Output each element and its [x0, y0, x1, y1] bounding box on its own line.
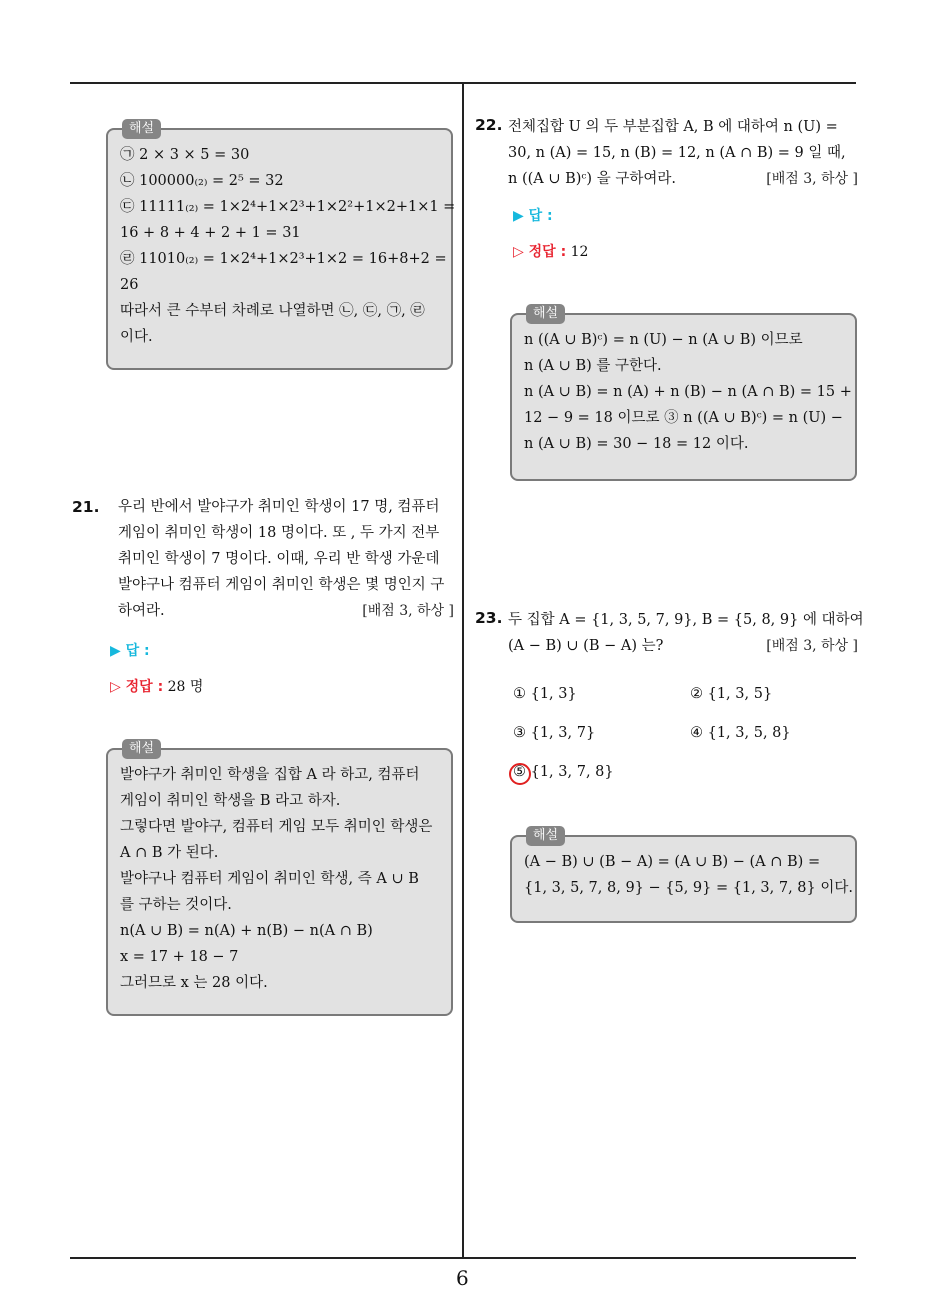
- q21-explanation-line: 게임이 취미인 학생을 B 라고 하자.: [120, 793, 341, 809]
- q22-answer-field[interactable]: ▶ 답 :: [513, 208, 553, 224]
- q21-score: [배점 3, 하상 ]: [362, 603, 454, 619]
- q20-explanation-line: ㉡ 100000₍₂₎ = 2⁵ = 32: [120, 173, 284, 189]
- page-number: 6: [456, 1266, 469, 1290]
- q22-correct: [513, 241, 588, 261]
- q22-question-line: 전체집합 U 의 두 부분집합 A, B 에 대하여 n (U) =: [508, 119, 838, 135]
- q23-choice-1[interactable]: ① {1, 3}: [513, 686, 577, 702]
- correct-label: ▷ 정답 :: [513, 244, 567, 260]
- q21-correct-value: 28 명: [167, 679, 204, 695]
- explanation-tag: 해설: [526, 826, 565, 846]
- q21-explanation-box: [106, 741, 453, 1016]
- q21-explanation-line: 그렇다면 발야구, 컴퓨터 게임 모두 취미인 학생은: [120, 819, 433, 835]
- q23-number: 23.: [475, 609, 503, 627]
- q23-choice-4[interactable]: ④ {1, 3, 5, 8}: [690, 725, 791, 741]
- selected-answer-circle-icon: [509, 763, 531, 785]
- q23-explanation-box: [510, 828, 857, 923]
- q23-question: [508, 607, 864, 659]
- q21-question-line: 우리 반에서 발야구가 취미인 학생이 17 명, 컴퓨터: [118, 499, 440, 515]
- q23-choice-5[interactable]: ⑤ {1, 3, 7, 8}: [513, 764, 614, 780]
- q21-explanation-line: A ∩ B 가 된다.: [120, 845, 219, 861]
- q23-question-last: (A − B) ∪ (B − A) 는?: [508, 638, 664, 654]
- explanation-tag: 해설: [122, 119, 161, 139]
- q20-explanation-line: 16 + 8 + 4 + 2 + 1 = 31: [120, 225, 301, 241]
- q22-explanation-line: n (A ∪ B) = 30 − 18 = 12 이다.: [524, 436, 749, 452]
- q21-question-line: 발야구나 컴퓨터 게임이 취미인 학생은 몇 명인지 구: [118, 577, 445, 593]
- q21-explanation-line: 를 구하는 것이다.: [120, 897, 232, 913]
- q20-explanation-line: ㉠ 2 × 3 × 5 = 30: [120, 147, 250, 163]
- column-divider: [462, 83, 464, 1258]
- q23-score: [배점 3, 하상 ]: [766, 638, 858, 654]
- q22-explanation-box: [510, 306, 857, 481]
- q23-explanation-line: {1, 3, 5, 7, 8, 9} − {5, 9} = {1, 3, 7, 8} 이다.: [524, 880, 853, 896]
- q20-explanation-line: ㉢ 11111₍₂₎ = 1×2⁴+1×2³+1×2²+1×2+1×1 =: [120, 199, 456, 215]
- q21-explanation-line: 발야구가 취미인 학생을 집합 A 라 하고, 컴퓨터: [120, 767, 420, 783]
- q21-explanation-line: n(A ∪ B) = n(A) + n(B) − n(A ∩ B): [120, 923, 373, 939]
- q21-explanation-line: x = 17 + 18 − 7: [120, 949, 239, 965]
- q22-number: 22.: [475, 116, 503, 134]
- explanation-tag: 해설: [526, 304, 565, 324]
- q23-question-line: 두 집합 A = {1, 3, 5, 7, 9}, B = {5, 8, 9} 에 대하여: [508, 612, 864, 628]
- q22-question-line: 30, n (A) = 15, n (B) = 12, n (A ∩ B) = 9 일 때,: [508, 145, 846, 161]
- q21-question-line: [118, 598, 454, 624]
- q21-question: [118, 494, 454, 624]
- q20-explanation-line: 따라서 큰 수부터 차례로 나열하면 ㉡, ㉢, ㉠, ㉣: [120, 303, 425, 319]
- q20-explanation-box: [106, 121, 456, 370]
- q22-correct-value: 12: [570, 244, 589, 260]
- q20-explanation-line: 26: [120, 277, 139, 293]
- q23-question-line: [508, 633, 858, 659]
- q21-answer-field[interactable]: ▶ 답 :: [110, 643, 150, 659]
- q22-question: [508, 114, 858, 192]
- q21-correct: [110, 676, 203, 696]
- q22-question-last: n ((A ∪ B)ᶜ) 을 구하여라.: [508, 171, 676, 187]
- q23-choice-2[interactable]: ② {1, 3, 5}: [690, 686, 773, 702]
- q21-explanation-line: 그러므로 x 는 28 이다.: [120, 975, 268, 991]
- q20-explanation-line: 이다.: [120, 329, 153, 345]
- q20-explanation-line: ㉣ 11010₍₂₎ = 1×2⁴+1×2³+1×2 = 16+8+2 =: [120, 251, 447, 267]
- q22-explanation-line: n (A ∪ B) 를 구한다.: [524, 358, 662, 374]
- q23-choice-3[interactable]: ③ {1, 3, 7}: [513, 725, 596, 741]
- correct-label: ▷ 정답 :: [110, 679, 164, 695]
- q22-explanation-line: n (A ∪ B) = n (A) + n (B) − n (A ∩ B) = 15 +: [524, 384, 852, 400]
- q21-question-line: 취미인 학생이 7 명이다. 이때, 우리 반 학생 가운데: [118, 551, 440, 567]
- explanation-tag: 해설: [122, 739, 161, 759]
- q22-question-line: [508, 166, 858, 192]
- q22-score: [배점 3, 하상 ]: [766, 171, 858, 187]
- q23-explanation-line: (A − B) ∪ (B − A) = (A ∪ B) − (A ∩ B) =: [524, 854, 821, 870]
- q22-explanation-line: 12 − 9 = 18 이므로 ③ n ((A ∪ B)ᶜ) = n (U) −: [524, 410, 843, 426]
- q21-explanation-line: 발야구나 컴퓨터 게임이 취미인 학생, 즉 A ∪ B: [120, 871, 419, 887]
- q22-explanation-line: n ((A ∪ B)ᶜ) = n (U) − n (A ∪ B) 이므로: [524, 332, 803, 348]
- q21-number: 21.: [72, 498, 100, 516]
- q21-question-line: 게임이 취미인 학생이 18 명이다. 또 , 두 가지 전부: [118, 525, 440, 541]
- q21-question-last: 하여라.: [118, 603, 165, 619]
